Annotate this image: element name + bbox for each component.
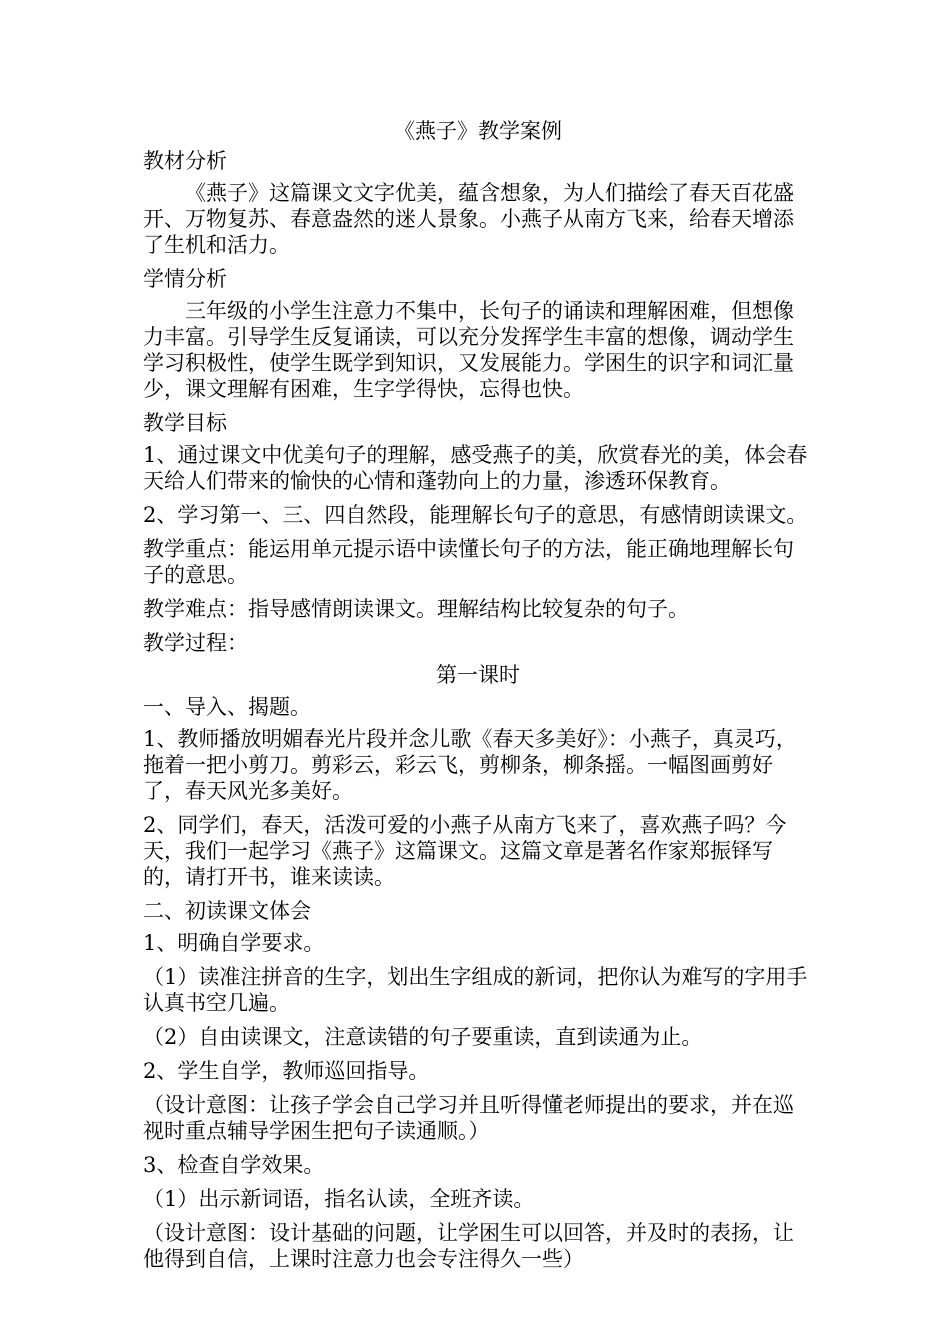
part-two-sub-3: （1）出示新词语，指名认读，全班齐读。 (143, 1187, 535, 1211)
part-one-item-2: 2、同学们，春天，活泼可爱的小燕子从南方飞来了，喜欢燕子吗？今天，我们一起学习《燕子》这篇课文。这篇文章是著名作家郑振铎写的，请打开书，谁来读读。 (143, 813, 787, 889)
part-two-item-1: 1、明确自学要求。 (143, 931, 325, 955)
part-two-item-2: 2、学生自学，教师巡回指导。 (143, 1059, 430, 1083)
student-analysis-heading: 学情分析 (143, 267, 227, 291)
part-one-item-1: 1、教师播放明媚春光片段并念儿歌《春天多美好》：小燕子，真灵巧，拖着一把小剪刀。剪彩云，彩云飞，剪柳条，柳条摇。一幅图画剪好了，春天风光多美好。 (143, 727, 797, 803)
teaching-goal-1: 1、通过课文中优美句子的理解，感受燕子的美，欣赏春光的美，体会春天给人们带来的愉快的心情和蓬勃向上的力量，渗透环保教育。 (143, 443, 808, 493)
part-one-heading: 一、导入、揭题。 (143, 695, 311, 719)
design-note-2: （设计意图：设计基础的问题，让学困生可以回答，并及时的表扬，让他得到自信，上课时注意力也会专注得久一些） (143, 1221, 794, 1271)
student-analysis-text: 三年级的小学生注意力不集中，长句子的诵读和理解困难，但想像力丰富。引导学生反复诵读，可以充分发挥学生丰富的想像，调动学生学习积极性，使学生既学到知识，又发展能力。学困生的识字和词汇量少，课文理解有困难，生字学得快，忘得也快。 (143, 299, 794, 401)
part-two-heading: 二、初读课文体会 (143, 899, 311, 923)
design-note-1: （设计意图：让孩子学会自己学习并且听得懂老师提出的要求，并在巡视时重点辅导学困生把句子读通顺。） (143, 1093, 794, 1143)
teaching-goals-heading: 教学目标 (143, 411, 227, 435)
material-analysis-text: 《燕子》这篇课文文字优美，蕴含想象，为人们描绘了春天百花盛开、万物复苏、春意盎然的迷人景象。小燕子从南方飞来，给春天增添了生机和活力。 (143, 181, 794, 257)
teaching-goal-2: 2、学习第一、三、四自然段，能理解长句子的意思，有感情朗读课文。 (143, 503, 808, 527)
part-two-sub-1: （1）读准注拼音的生字，划出生字组成的新词，把你认为难写的字用手认真书空几遍。 (143, 965, 808, 1015)
part-two-item-3: 3、检查自学效果。 (143, 1153, 325, 1177)
teaching-key-point: 教学重点：能运用单元提示语中读懂长句子的方法，能正确地理解长句子的意思。 (143, 537, 794, 587)
material-analysis-heading: 教材分析 (143, 149, 227, 173)
document-title: 《燕子》教学案例 (394, 119, 562, 143)
teaching-difficulty: 教学难点：指导感情朗读课文。理解结构比较复杂的句子。 (143, 597, 689, 621)
document-page (143, 118, 813, 1280)
lesson-one-heading: 第一课时 (436, 663, 520, 687)
teaching-process-heading: 教学过程： (143, 631, 248, 655)
part-two-sub-2: （2）自由读课文，注意读错的句子要重读，直到读通为止。 (143, 1025, 703, 1049)
